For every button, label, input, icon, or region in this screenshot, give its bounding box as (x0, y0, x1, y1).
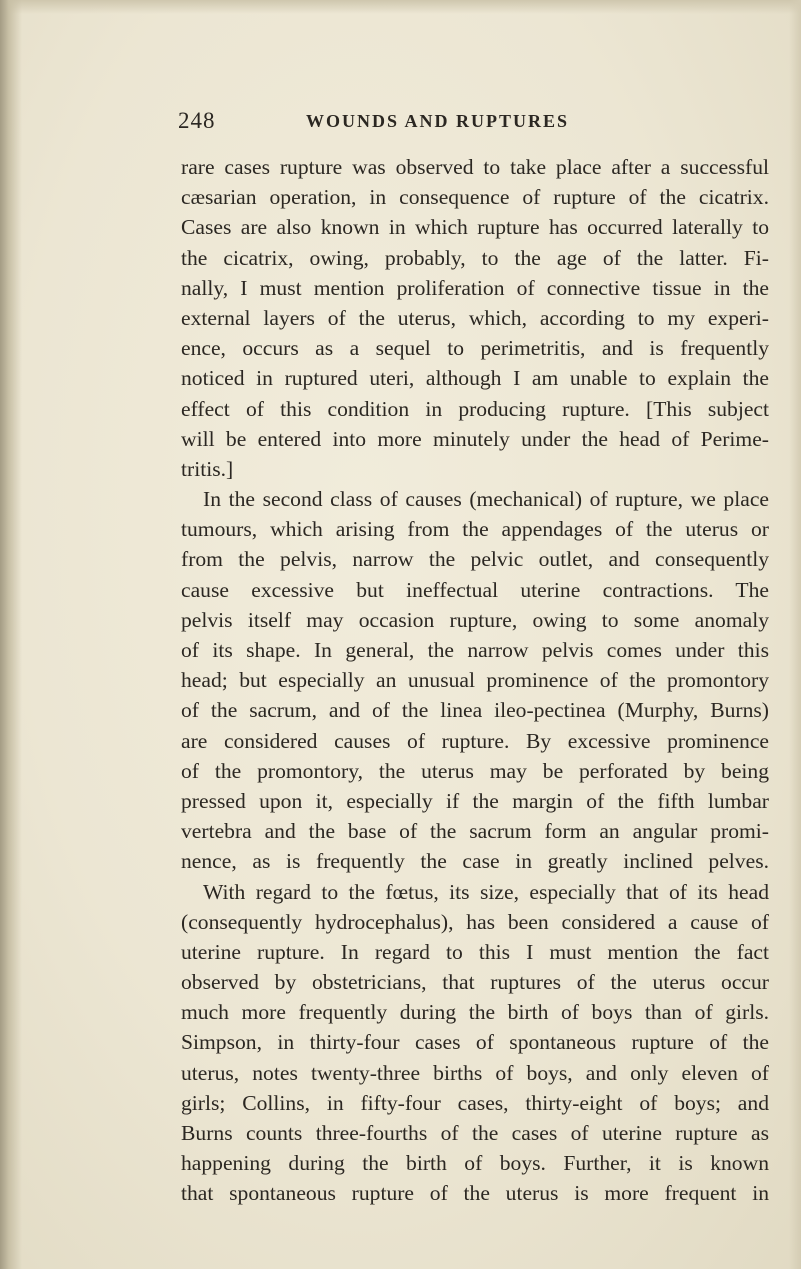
text-line: head; but especially an unusual prominence of the promontory (181, 668, 769, 693)
text-line: noticed in ruptured uteri, although I am unable to explain the (181, 366, 769, 391)
text-line: pressed upon it, especially if the margin of the fifth lumbar (181, 788, 769, 813)
text-line: nally, I must mention proliferation of connective tissue in the (181, 275, 769, 300)
text-line: Burns counts three-fourths of the cases of uterine rupture as (181, 1121, 769, 1145)
text-line: Simpson, in thirty-four cases of spontaneous rupture of the (181, 1030, 769, 1055)
page-number: 248 (178, 108, 216, 133)
text-line: Cases are also known in which rupture has occurred laterally to (181, 215, 769, 240)
text-line: are considered causes of rupture. By excessive prominence (181, 728, 769, 753)
page-top-edge (0, 0, 801, 14)
text-line: happening during the birth of boys. Further, it is known (181, 1151, 769, 1176)
running-head (178, 108, 778, 138)
text-line: from the pelvis, narrow the pelvic outlet, and consequently (181, 547, 769, 572)
text-line: pelvis itself may occasion rupture, owing to some anomaly (181, 607, 769, 632)
text-line: much more frequently during the birth of boys than of girls. (181, 1000, 769, 1025)
text-line: observed by obstetricians, that ruptures of the uterus occur (181, 970, 769, 995)
text-line: effect of this condition in producing rupture. [This subject (181, 396, 769, 421)
text-line: vertebra and the base of the sacrum form an angular promi- (181, 819, 769, 844)
text-line: (consequently hydrocephalus), has been considered a cause of (181, 909, 769, 934)
text-line: external layers of the uterus, which, according to my experi- (181, 305, 769, 330)
text-line: of the promontory, the uterus may be perforated by being (181, 758, 769, 783)
text-line: that spontaneous rupture of the uterus is more frequent in (181, 1181, 769, 1206)
text-line: cæsarian operation, in consequence of rupture of the cicatrix. (181, 185, 769, 210)
text-line: cause excessive but ineffectual uterine contractions. The (181, 577, 769, 602)
page-right-edge (789, 0, 801, 1269)
text-line: tumours, which arising from the appendages of the uterus or (181, 517, 769, 542)
text-line: of its shape. In general, the narrow pelvis comes under this (181, 638, 769, 662)
running-title: WOUNDS AND RUPTURES (306, 111, 570, 131)
text-line: rare cases rupture was observed to take place after a successful (181, 155, 769, 179)
text-line: uterine rupture. In regard to this I must mention the fact (181, 939, 769, 964)
text-line: of the sacrum, and of the linea ileo-pectinea (Murphy, Burns) (181, 698, 769, 723)
paragraph-start-line: In the second class of causes (mechanical) of rupture, we place (203, 487, 769, 512)
text-line: tritis.] (181, 456, 234, 481)
paragraph-start-line: With regard to the fœtus, its size, especially that of its head (203, 879, 769, 904)
text-line: ence, occurs as a sequel to perimetritis, and is frequently (181, 336, 769, 361)
text-line: uterus, notes twenty-three births of boys, and only eleven of (181, 1060, 769, 1085)
text-line: girls; Collins, in fifty-four cases, thirty-eight of boys; and (181, 1090, 769, 1115)
text-line: nence, as is frequently the case in greatly inclined pelves. (181, 849, 769, 874)
body-text (181, 152, 769, 1209)
text-line: the cicatrix, owing, probably, to the age of the latter. Fi- (181, 245, 769, 270)
text-line: will be entered into more minutely under the head of Perime- (181, 426, 769, 451)
binding-gutter (0, 0, 22, 1269)
